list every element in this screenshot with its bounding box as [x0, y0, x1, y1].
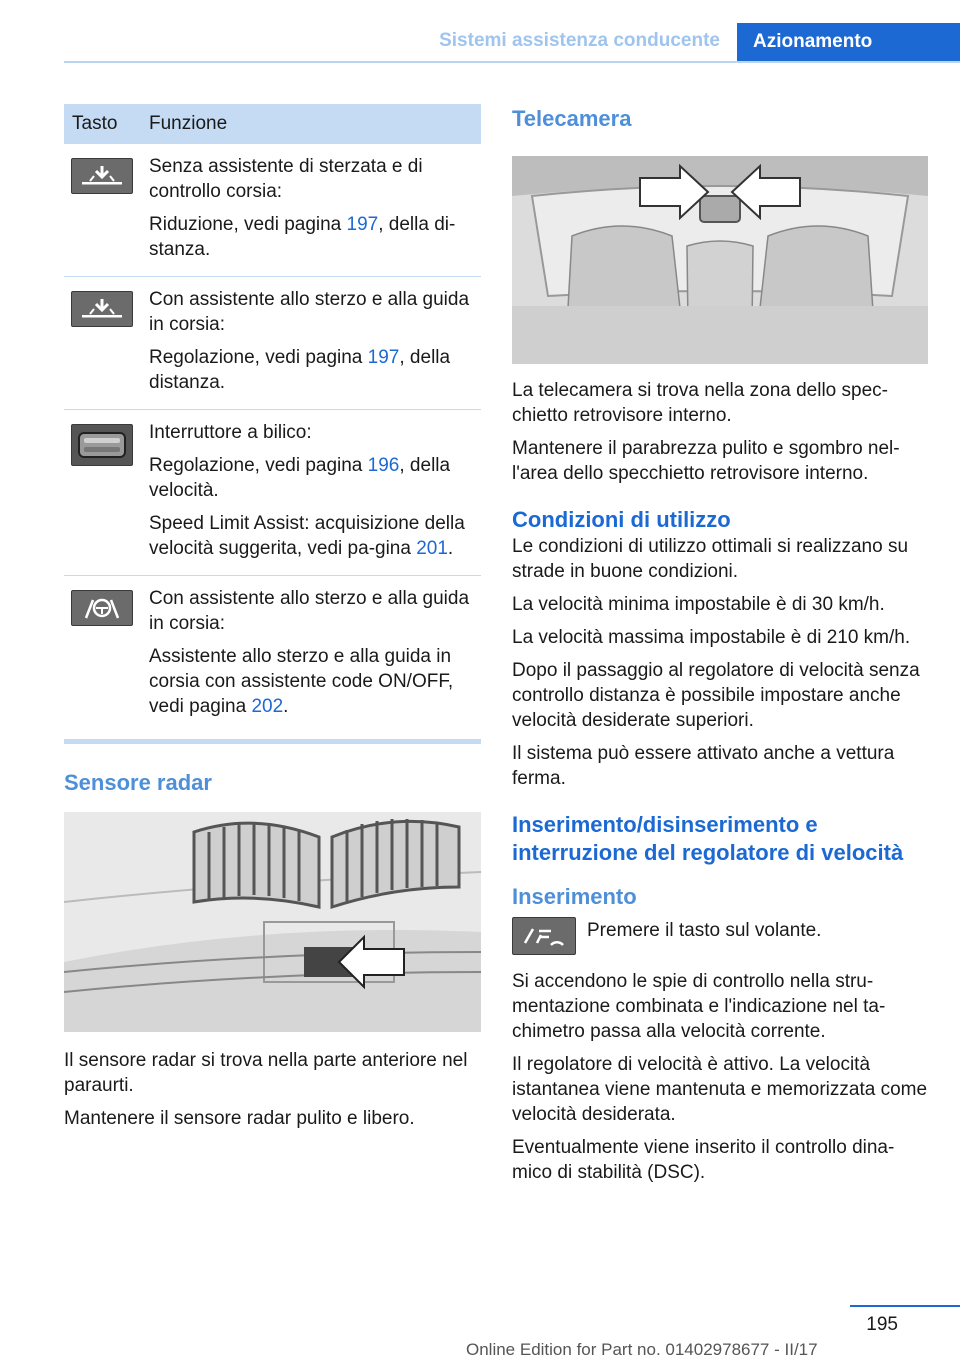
- row-text: Assistente allo sterzo e alla guida in corsia con assistente code ON/OFF, vedi pagina 202.: [149, 646, 454, 717]
- camera-text-2: Mantenere il parabrezza pulito e sgombro nel-l'area dello specchietto retrovisore interno.: [512, 438, 900, 484]
- conditions-text-1: Le condizioni di utilizzo ottimali si realizzano su strade in buone condizioni.: [512, 536, 909, 582]
- footer-divider: [850, 1305, 960, 1307]
- steering-assist-icon: [71, 590, 133, 626]
- onoff-icon-row: [512, 917, 932, 955]
- table-header: [64, 104, 481, 144]
- onoff-icon-text: Premere il tasto sul volante.: [587, 920, 822, 941]
- conditions-text-4: Dopo il passaggio al regolatore di velocità senza controllo distanza è possibile impostare anche velocità desiderate superiori.: [512, 660, 920, 731]
- page-link[interactable]: 196: [367, 455, 400, 476]
- table-row: [64, 576, 481, 733]
- table-header-function: Funzione: [149, 113, 228, 134]
- header-chapter-tab: Azionamento: [737, 23, 960, 63]
- cruise-control-icon: [512, 917, 576, 955]
- lane-assist-reduce-icon: [71, 158, 133, 194]
- row-text: Senza assistente di sterzata e di controllo corsia:: [149, 156, 423, 202]
- row-text: Regolazione, vedi pagina 196, della velocità.: [149, 455, 451, 501]
- right-column: [512, 104, 932, 1193]
- camera-photo: [512, 156, 928, 364]
- conditions-title: Condizioni di utilizzo: [512, 507, 731, 532]
- left-column: [64, 104, 481, 1139]
- table-header-key: Tasto: [72, 113, 118, 134]
- table-row: [64, 410, 481, 576]
- onoff-subtitle: Inserimento: [512, 884, 637, 909]
- table-row: [64, 144, 481, 277]
- camera-text-1: La telecamera si trova nella zona dello spec-chietto retrovisore interno.: [512, 380, 888, 426]
- page-link[interactable]: 202: [251, 696, 284, 717]
- onoff-title: Inserimento/disinserimento e interruzione del regolatore di velocità: [512, 812, 904, 865]
- row-text: Riduzione, vedi pagina 197, della di-stanza.: [149, 214, 456, 260]
- table-bottom-bar: [64, 739, 481, 744]
- page-link[interactable]: 197: [346, 214, 379, 235]
- camera-section-title: Telecamera: [512, 106, 632, 131]
- page-number: 195: [866, 1314, 898, 1335]
- row-text: Con assistente allo sterzo e alla guida in corsia:: [149, 289, 470, 335]
- lane-assist-adjust-icon: [71, 291, 133, 327]
- rocker-switch-icon: [71, 424, 133, 466]
- conditions-text-2: La velocità minima impostabile è di 30 km/h.: [512, 594, 885, 615]
- footer-edition: Online Edition for Part no. 01402978677 - II/17: [466, 1340, 818, 1359]
- conditions-text-5: Il sistema può essere attivato anche a vettura ferma.: [512, 743, 895, 789]
- table-row: [64, 277, 481, 410]
- onoff-text-1: Si accendono le spie di controllo nella stru-mentazione combinata e l'indicazione nel ta-chimetro passa alla velocità corrente.: [512, 971, 886, 1042]
- onoff-text-3: Eventualmente viene inserito il controllo dina-mico di stabilità (DSC).: [512, 1137, 895, 1183]
- row-text: Speed Limit Assist: acquisizione della velocità suggerita, vedi pa-gina 201.: [149, 513, 465, 559]
- radar-section-title: Sensore radar: [64, 770, 212, 795]
- header-section-title: Sistemi assistenza conducente: [439, 30, 720, 51]
- header-divider: [64, 61, 960, 63]
- page-link[interactable]: 197: [367, 347, 400, 368]
- radar-text-1: Il sensore radar si trova nella parte anteriore nel paraurti.: [64, 1050, 468, 1096]
- page-link[interactable]: 201: [416, 538, 448, 559]
- conditions-text-3: La velocità massima impostabile è di 210 km/h.: [512, 627, 911, 648]
- row-text: Regolazione, vedi pagina 197, della distanza.: [149, 347, 451, 393]
- radar-sensor-photo: [64, 812, 481, 1032]
- row-text: Con assistente allo sterzo e alla guida in corsia:: [149, 588, 470, 634]
- radar-text-2: Mantenere il sensore radar pulito e libero.: [64, 1108, 415, 1129]
- row-text: Interruttore a bilico:: [149, 422, 312, 443]
- onoff-text-2: Il regolatore di velocità è attivo. La velocità istantanea viene mantenuta e memorizzata come velocità desiderata.: [512, 1054, 928, 1125]
